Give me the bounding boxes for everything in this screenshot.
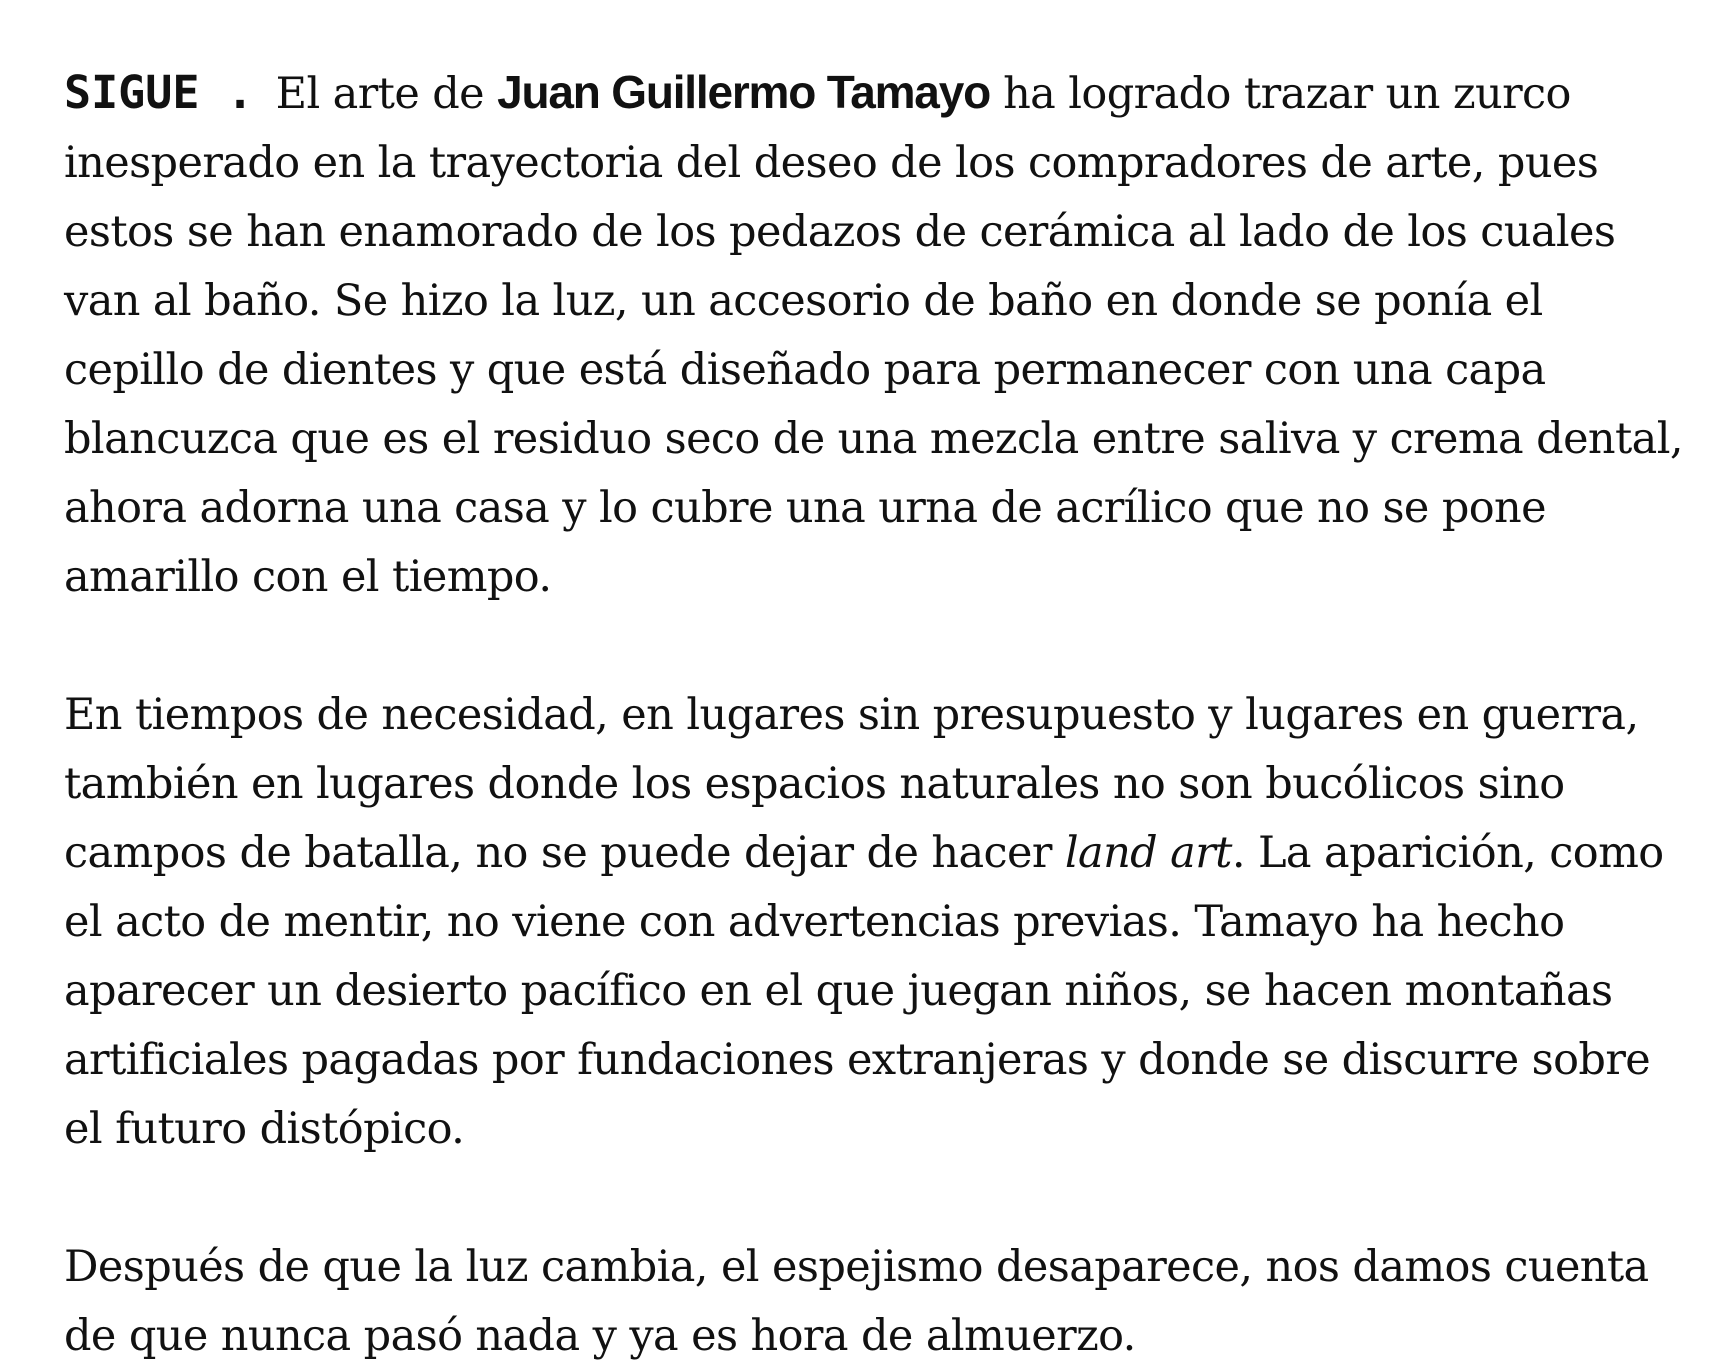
section-kicker: SIGUE .	[64, 66, 254, 119]
lead-text: El arte de	[275, 69, 485, 119]
paragraph-2-text-start: En tiempos de necesidad, en lugares sin presupuesto y lugares en guerra, también en lugares donde los espacios naturales no son bucólicos sino campos de batalla, no se puede dejar de hacer	[64, 690, 1639, 878]
artist-name: Juan Guillermo Tamayo	[497, 66, 990, 118]
paragraph-3-text: Después de que la luz cambia, el espejismo desaparece, nos damos cuenta de que nunca pasó nada y ya es hora de almuerzo.	[64, 1242, 1649, 1361]
paragraph-2-text-end: . La aparición, como el acto de mentir, no viene con advertencias previas. Tamayo ha hecho aparecer un desierto pacífico en el que juegan niños, se hacen montañas artificiales pagadas por fundaciones extranjeras y donde se discurre sobre el futuro distópico.	[64, 828, 1664, 1154]
paragraph-2	[64, 681, 1684, 1164]
paragraph-1	[64, 58, 1684, 612]
paragraph-1-text: ha logrado trazar un zurco inesperado en la trayectoria del deseo de los compradores de arte, pues estos se han enamorado de los pedazos de cerámica al lado de los cuales van al baño. Se hizo la luz, un accesorio de baño en donde se ponía el cepillo de dientes y que está diseñado para permanecer con una capa blancuzca que es el residuo seco de una mezcla entre saliva y crema dental, ahora adorna una casa y lo cubre una urna de acrílico que no se pone amarillo con el tiempo.	[64, 69, 1683, 602]
italic-term: land art	[1064, 828, 1232, 878]
paragraph-3	[64, 1233, 1684, 1371]
article-body	[64, 58, 1684, 1371]
